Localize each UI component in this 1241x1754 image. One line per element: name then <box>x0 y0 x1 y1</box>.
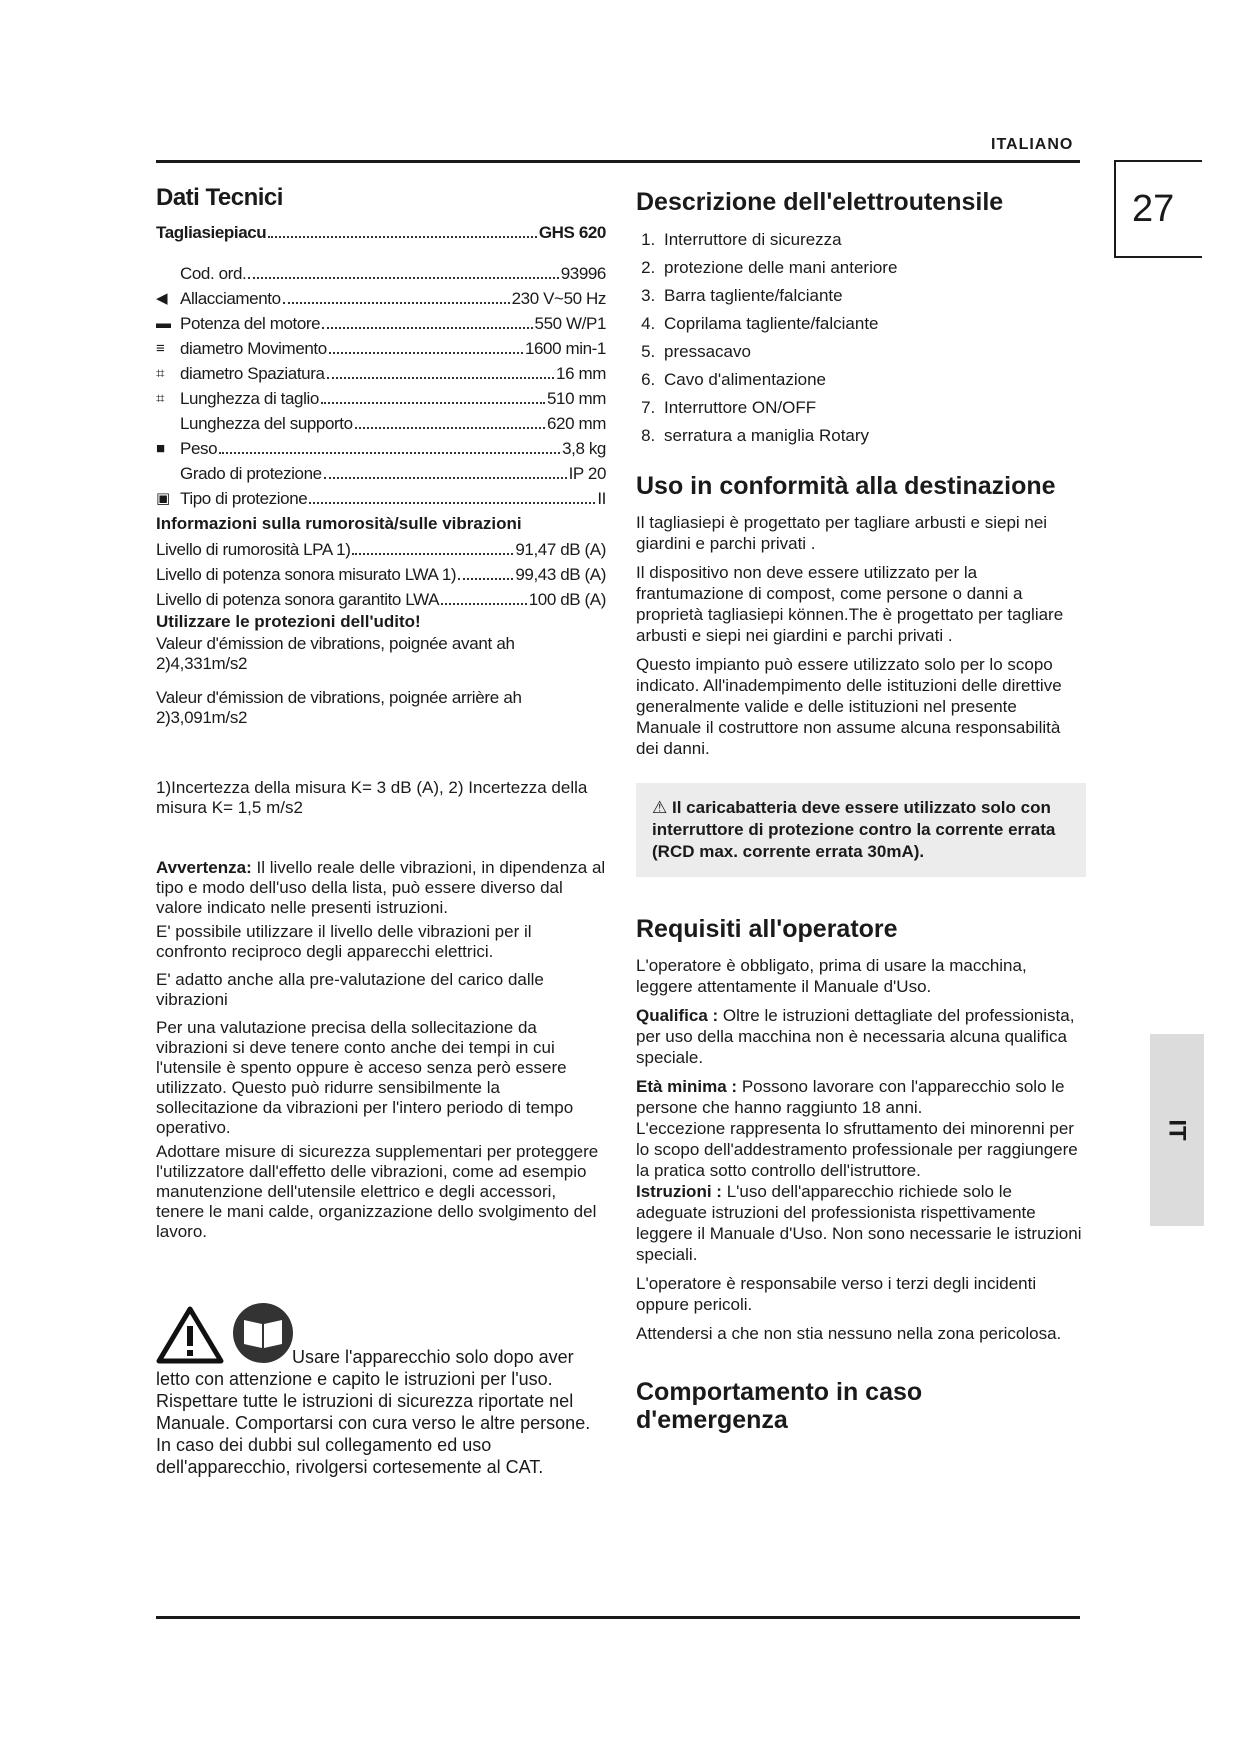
emergency-title: Comportamento in caso d'emergenza <box>636 1378 923 1434</box>
noise-row: Livello di potenza sonora garantito LWA 100 dB (A) <box>156 590 606 609</box>
rcd-warning-box: ⚠ Il caricabatteria deve essere utilizzato solo con interruttore di protezione contro la corrente errata (RCD max. corrente errata 30mA). <box>636 783 1086 877</box>
vibration-warning: Avvertenza: Il livello reale delle vibrazioni, in dipendenza al tipo e modo dell'uso della lista, può essere diverso dal valore indicato nelle presenti istruzioni. <box>156 858 606 917</box>
operator-p3: Attendersi a che non stia nessuno nella zona pericolosa. <box>636 1324 1062 1343</box>
vibration-para-1: E' possibile utilizzare il livello delle vibrazioni per il confronto reciproco degli apparecchi elettrici. <box>156 922 532 961</box>
language-label: ITALIANO <box>991 136 1074 153</box>
spec-row: ■ Peso 3,8 kg <box>156 439 606 458</box>
spec-row: ⌗ Lunghezza di taglio 510 mm <box>156 389 606 408</box>
part-item: 6. Cavo d'alimentazione <box>660 368 1086 396</box>
protection-class-icon: ▣ <box>156 490 170 507</box>
operator-title: Requisiti all'operatore <box>636 915 898 943</box>
language-side-tab: IT <box>1150 1034 1204 1226</box>
read-manual-icon <box>232 1302 294 1364</box>
operator-p2: L'operatore è responsabile verso i terzi degli incidenti oppure pericoli. <box>636 1274 1037 1314</box>
part-item: 4. Coprilama tagliente/falciante <box>660 312 1086 340</box>
description-title: Descrizione dell'elettroutensile <box>636 188 1004 216</box>
min-age: Età minima : Possono lavorare con l'apparecchio solo le persone che hanno raggiunto 18 anni. <box>636 1077 1065 1117</box>
plug-icon: ◀ <box>156 290 168 307</box>
left-column <box>156 184 606 1482</box>
part-item: 3. Barra tagliente/falciante <box>660 284 1086 312</box>
tech-data-title: Dati Tecnici <box>156 184 283 211</box>
operator-p1: L'operatore è obbligato, prima di usare la macchina, leggere attentamente il Manuale d'Uso. <box>636 956 1027 996</box>
warning-triangle-icon: ⚠ <box>652 798 668 817</box>
spec-row: Lunghezza del supporto 620 mm <box>180 414 606 433</box>
page-number: 27 <box>1114 160 1202 258</box>
noise-row: Livello di rumorosità LPA 1) 91,47 dB (A) <box>156 540 606 559</box>
vibration-para-2: E' adatto anche alla pre-valutazione del carico dalle vibrazioni <box>156 970 544 1009</box>
noise-heading: Informazioni sulla rumorosità/sulle vibrazioni <box>156 514 522 533</box>
min-age-exception: L'eccezione rappresenta lo sfruttamento dei minorenni per lo scopo dell'addestramento professionale per raggiungere la pratica sotto controllo dell'istruttore. <box>636 1119 1078 1180</box>
manual-instructions: Usare l'apparecchio solo dopo aver letto con attenzione e capito le istruzioni per l'uso. Rispettare tutte le istruzioni di sicurezza riportate nel Manuale. Comportarsi con cura verso le altre persone. In caso dei dubbi sul collegamento ed uso dell'apparecchio, rivolgersi cortesemente al CAT. <box>156 1347 591 1477</box>
noise-row: Livello di potenza sonora misurato LWA 1) 99,43 dB (A) <box>156 565 606 584</box>
cut-length-icon: ⌗ <box>156 390 165 407</box>
intended-use-p3: Questo impianto può essere utilizzato solo per lo scopo indicato. All'inadempimento delle istituzioni delle direttive generalmente valide e delle istituzioni nel presente Manuale il costruttore non assume alcuna responsabilità dei danni. <box>636 655 1062 758</box>
motor-icon: ▬ <box>156 315 171 332</box>
part-item: 1. Interruttore di sicurezza <box>660 228 1086 256</box>
spec-row: Grado di protezione IP 20 <box>180 464 606 483</box>
part-item: 7. Interruttore ON/OFF <box>660 396 1086 424</box>
model-row: Tagliasiepiacu GHS 620 <box>156 223 606 242</box>
vibration-front: Valeur d'émission de vibrations, poignée avant ah 2)4,331m/s2 <box>156 634 515 673</box>
intended-use-p2: Il dispositivo non deve essere utilizzato per la frantumazione di compost, come persone o danni a proprietà tagliasiepi können.The è progettato per tagliare arbusti e siepi nei giardini e parchi privati . <box>636 563 1064 645</box>
right-column <box>636 188 1086 1446</box>
spec-row: ⌗ diametro Spaziatura 16 mm <box>156 364 606 383</box>
spacing-icon: ⌗ <box>156 365 165 382</box>
vibration-para-4: Adottare misure di sicurezza supplementari per proteggere l'utilizzatore dall'effetto delle vibrazioni, come ad esempio manutenzione dell'utensile elettrico e degli accessori, tenere le mani calde, organizzazione dello svolgimento del lavoro. <box>156 1142 599 1241</box>
ear-protection-warning: Utilizzare le protezioni dell'udito! <box>156 612 421 631</box>
part-item: 5. pressacavo <box>660 340 1086 368</box>
spec-row: ▬ Potenza del motore 550 W/P1 <box>156 314 606 333</box>
spec-row: ≡ diametro Movimento 1600 min-1 <box>156 339 606 358</box>
header-rule <box>156 160 1080 163</box>
warning-triangle-icon <box>156 1306 224 1364</box>
spec-row: ◀ Allacciamento 230 V~50 Hz <box>156 289 606 308</box>
uncertainty-note: 1)Incertezza della misura K= 3 dB (A), 2) Incertezza della misura K= 1,5 m/s2 <box>156 778 588 817</box>
intended-use-title: Uso in conformità alla destinazione <box>636 472 1056 500</box>
spec-row: ▣ Tipo di protezione II <box>156 489 606 508</box>
part-item: 8. serratura a maniglia Rotary <box>660 424 1086 452</box>
parts-list <box>636 228 1086 452</box>
qualification: Qualifica : Oltre le istruzioni dettagliate del professionista, per uso della macchina non è necessaria alcuna qualifica speciale. <box>636 1006 1075 1067</box>
instructions: Istruzioni : L'uso dell'apparecchio richiede solo le adeguate istruzioni del professionista rispettivamente leggere il Manuale d'Uso. Non sono necessarie le istruzioni speciali. <box>636 1182 1082 1264</box>
footer-rule <box>156 1616 1080 1619</box>
vibration-para-3: Per una valutazione precisa della sollecitazione da vibrazioni si deve tenere conto anche dei tempi in cui l'utensile è spento oppure è acceso senza però essere utilizzato. Questo può ridurre sensibilmente la sollecitazione da vibrazioni per l'intero periodo di tempo operativo. <box>156 1018 574 1137</box>
spec-list <box>156 259 606 509</box>
speed-icon: ≡ <box>156 340 165 357</box>
vibration-rear: Valeur d'émission de vibrations, poignée arrière ah 2)3,091m/s2 <box>156 688 522 727</box>
part-item: 2. protezione delle mani anteriore <box>660 256 1086 284</box>
intended-use-p1: Il tagliasiepi è progettato per tagliare arbusti e siepi nei giardini e parchi privati . <box>636 513 1048 553</box>
noise-list <box>156 535 606 610</box>
spec-row: Cod. ord. 93996 <box>180 264 606 283</box>
weight-icon: ■ <box>156 440 165 457</box>
